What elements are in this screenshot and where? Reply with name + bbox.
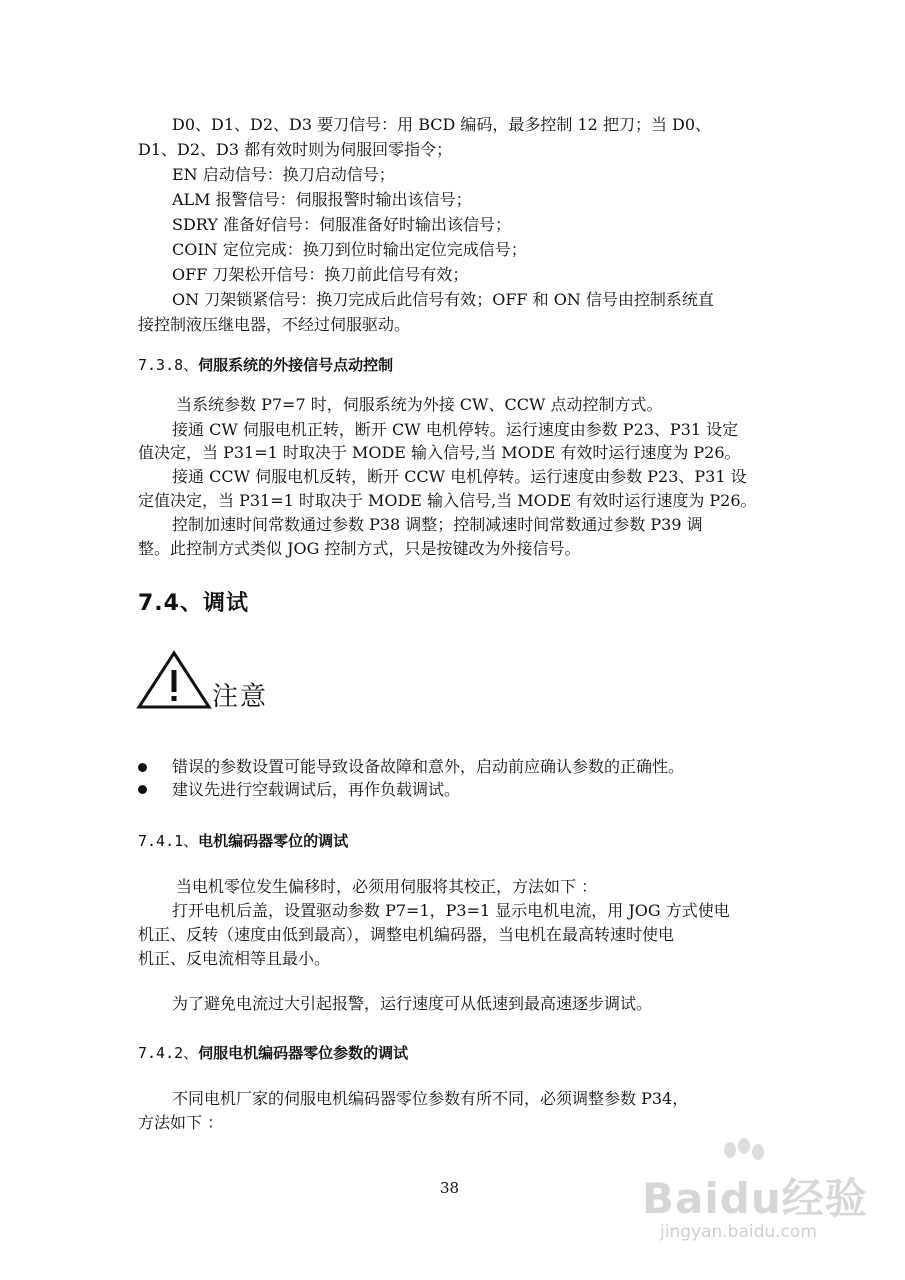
paragraph: 值决定，当 P31=1 时取决于 MODE 输入信号,当 MODE 有效时运行速度为 P26。 — [138, 443, 741, 462]
watermark-logo: Baidu经验 — [642, 1174, 868, 1223]
notice-label: 注意 — [212, 682, 269, 712]
signal-on-line1: ON 刀架锁紧信号：换刀完成后此信号有效；OFF 和 ON 信号由控制系统直 — [172, 290, 714, 309]
signal-en: EN 启动信号：换刀启动信号； — [172, 165, 395, 184]
section-number: 7.4.2、 — [138, 1044, 199, 1062]
paragraph: 接通 CCW 伺服电机反转，断开 CCW 电机停转。运行速度由参数 P23、P31 设 — [172, 467, 747, 486]
warning-triangle-icon — [136, 650, 212, 710]
bullet-item: 错误的参数设置可能导致设备故障和意外，启动前应确认参数的正确性。 — [172, 757, 685, 776]
paragraph: 整。此控制方式类似 JOG 控制方式，只是按键改为外接信号。 — [138, 539, 581, 558]
page-number: 38 — [440, 1179, 460, 1197]
paragraph: 定值决定，当 P31=1 时取决于 MODE 输入信号,当 MODE 有效时运行速度为 P26。 — [138, 491, 757, 510]
signal-coin: COIN 定位完成：换刀到位时输出定位完成信号； — [172, 240, 527, 259]
paragraph: 接通 CW 伺服电机正转，断开 CW 电机停转。运行速度由参数 P23、P31 设定 — [172, 420, 739, 439]
signal-off: OFF 刀架松开信号：换刀前此信号有效； — [172, 265, 469, 284]
section-heading-7-4 — [138, 586, 249, 617]
section-title: 伺服系统的外接信号点动控制 — [198, 356, 394, 374]
paragraph: 机正、反电流相等且最小。 — [138, 949, 331, 968]
section-title: 调试 — [202, 591, 249, 616]
paragraph: 不同电机厂家的伺服电机编码器零位参数有所不同，必须调整参数 P34， — [172, 1089, 689, 1108]
section-number: 7.4、 — [138, 591, 203, 616]
section-heading-7-4-2 — [138, 1042, 408, 1063]
paragraph: 为了避免电流过大引起报警，运行速度可从低速到最高速逐步调试。 — [172, 994, 653, 1013]
paragraph: 方法如下 ： — [138, 1113, 224, 1132]
section-number: 7.3.8、 — [138, 356, 199, 374]
paragraph: 当系统参数 P7=7 时，伺服系统为外接 CW、CCW 点动控制方式。 — [176, 395, 663, 414]
section-title: 电机编码器零位的调试 — [198, 832, 349, 850]
paragraph: 控制加速时间常数通过参数 P38 调整；控制减速时间常数通过参数 P39 调 — [172, 515, 703, 534]
section-title: 伺服电机编码器零位参数的调试 — [198, 1044, 409, 1062]
watermark-url: jingyan.baidu.com — [660, 1222, 817, 1242]
signal-alm: ALM 报警信号：伺服报警时输出该信号； — [172, 190, 472, 209]
section-number: 7.4.1、 — [138, 832, 199, 850]
signal-d0-d3-line1: D0、D1、D2、D3 要刀信号：用 BCD 编码，最多控制 12 把刀；当 D0、 — [172, 115, 712, 134]
paragraph: 当电机零位发生偏移时，必须用伺服将其校正，方法如下 ： — [176, 877, 598, 896]
signal-sdry: SDRY 准备好信号：伺服准备好时输出该信号； — [172, 215, 511, 234]
bullet-icon — [138, 763, 147, 772]
bullet-icon — [138, 785, 147, 794]
signal-d0-d3-line2: D1、D2、D3 都有效时则为伺服回零指令； — [138, 140, 453, 159]
signal-on-line2: 接控制液压继电器，不经过伺服驱动。 — [138, 315, 411, 334]
paragraph: 机正、反转（速度由低到最高），调整电机编码器，当电机在最高转速时使电 — [138, 925, 675, 944]
paragraph: 打开电机后盖，设置驱动参数 P7=1，P3=1 显示电机电流，用 JOG 方式使电 — [172, 901, 730, 920]
section-heading-7-3-8 — [138, 354, 393, 375]
section-heading-7-4-1 — [138, 830, 348, 851]
bullet-item: 建议先进行空载调试后，再作负载调试。 — [172, 780, 461, 799]
